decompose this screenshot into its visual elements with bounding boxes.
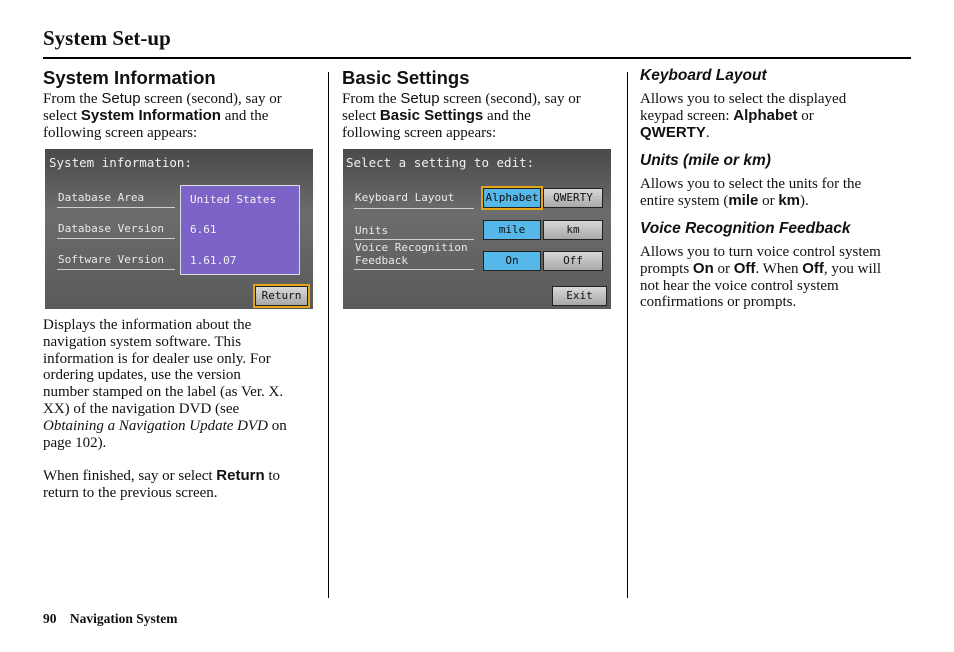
body-line: XX) of the navigation DVD (see [43, 400, 240, 417]
body-text: or [758, 192, 779, 209]
screen-title: System information: [49, 155, 192, 170]
body-line: Allows you to select the displayed [640, 91, 847, 107]
km-button[interactable]: km [543, 220, 603, 240]
basic-settings-intro [342, 91, 622, 141]
label-underline [57, 269, 175, 270]
body-text: prompts [640, 260, 693, 277]
title-rule [43, 57, 911, 59]
system-information-intro [43, 91, 323, 141]
keyboard-layout-text [640, 91, 920, 141]
body-text: . [705, 124, 710, 141]
body-line: not hear the voice control system [640, 277, 839, 294]
column-divider-2 [627, 72, 628, 598]
intro-text: screen (second), say or [439, 91, 581, 107]
database-version-value: 6.61 [190, 223, 217, 236]
page-footer [43, 611, 178, 627]
exit-button[interactable]: Exit [552, 286, 607, 306]
body-text: to [264, 468, 281, 484]
database-area-value: United States [190, 193, 277, 206]
body-text: When finished, say or select [43, 468, 217, 484]
voice-feedback-heading: Voice Recognition Feedback [640, 220, 851, 237]
body-line: Allows you to turn voice control system [640, 244, 881, 260]
body-text: keypad screen: [640, 107, 734, 124]
body-text: on [268, 417, 287, 434]
units-text [640, 176, 920, 210]
finish-instructions [43, 468, 323, 502]
body-text: . When [755, 260, 803, 277]
qwerty-bold: QWERTY [640, 123, 706, 141]
label-underline [57, 238, 175, 239]
return-button[interactable]: Return [255, 286, 308, 306]
voice-recognition-feedback-label [355, 241, 468, 267]
software-version-value: 1.61.07 [190, 254, 237, 267]
label-underline [354, 208, 474, 209]
system-information-screen [45, 149, 313, 309]
label-underline [354, 269, 474, 270]
off-bold: Off [733, 259, 756, 277]
setup-word: Setup [101, 90, 141, 107]
body-text: or [797, 107, 814, 124]
body-line: Displays the information about the [43, 317, 252, 333]
intro-text: and the [483, 107, 531, 124]
intro-text: screen (second), say or [140, 91, 282, 107]
voice-feedback-text [640, 244, 920, 311]
qwerty-button[interactable]: QWERTY [543, 188, 603, 208]
return-bold: Return [216, 467, 265, 484]
footer-label: Navigation System [69, 611, 178, 626]
off-button[interactable]: Off [543, 251, 603, 271]
keyboard-layout-label: Keyboard Layout [355, 191, 455, 204]
body-line: information is for dealer use only. For [43, 350, 271, 367]
system-information-heading: System Information [43, 67, 216, 88]
system-information-body [43, 317, 323, 451]
km-bold: km [778, 191, 801, 209]
alphabet-bold: Alphabet [733, 106, 798, 124]
units-heading: Units (mile or km) [640, 152, 771, 169]
off-bold: Off [802, 259, 824, 277]
body-line: return to the previous screen. [43, 484, 218, 501]
mile-bold: mile [728, 191, 759, 209]
body-line: confirmations or prompts. [640, 294, 797, 311]
keyboard-layout-heading: Keyboard Layout [640, 67, 767, 84]
software-version-label: Software Version [58, 253, 164, 266]
alphabet-button[interactable]: Alphabet [483, 188, 541, 208]
label-line: Voice Recognition [355, 241, 468, 254]
system-information-bold: System Information [80, 106, 221, 124]
body-text: ). [800, 192, 809, 209]
label-underline [57, 207, 175, 208]
label-underline [354, 239, 474, 240]
setup-word: Setup [400, 90, 440, 107]
update-dvd-reference: Obtaining a Navigation Update DVD [43, 417, 268, 434]
units-label: Units [355, 224, 389, 237]
screen-title: Select a setting to edit: [346, 155, 535, 170]
body-line: number stamped on the label (as Ver. X. [43, 384, 284, 401]
intro-text: select [342, 107, 380, 124]
on-button[interactable]: On [483, 251, 541, 271]
body-line: page 102). [43, 434, 107, 451]
intro-text: From the [43, 91, 102, 107]
mile-button[interactable]: mile [483, 220, 541, 240]
page-number: 90 [43, 611, 57, 626]
intro-text: and the [220, 107, 269, 124]
intro-text: following screen appears: [342, 124, 497, 141]
basic-settings-heading: Basic Settings [342, 67, 470, 88]
column-divider-1 [328, 72, 329, 598]
intro-text: From the [342, 91, 401, 107]
basic-settings-bold: Basic Settings [379, 106, 484, 124]
body-text: , you will [823, 260, 881, 277]
info-values-box [180, 185, 300, 275]
intro-text: following screen appears: [43, 124, 198, 141]
label-line: Feedback [355, 254, 408, 267]
on-bold: On [692, 259, 714, 277]
body-line: ordering updates, use the version [43, 367, 241, 384]
body-text: entire system ( [640, 192, 729, 209]
intro-text: select [43, 107, 81, 124]
database-version-label: Database Version [58, 222, 164, 235]
database-area-label: Database Area [58, 191, 145, 204]
body-line: navigation system software. This [43, 333, 242, 350]
body-text: or [713, 260, 734, 277]
page-title: System Set-up [43, 26, 171, 50]
basic-settings-screen [343, 149, 611, 309]
body-line: Allows you to select the units for the [640, 176, 862, 192]
